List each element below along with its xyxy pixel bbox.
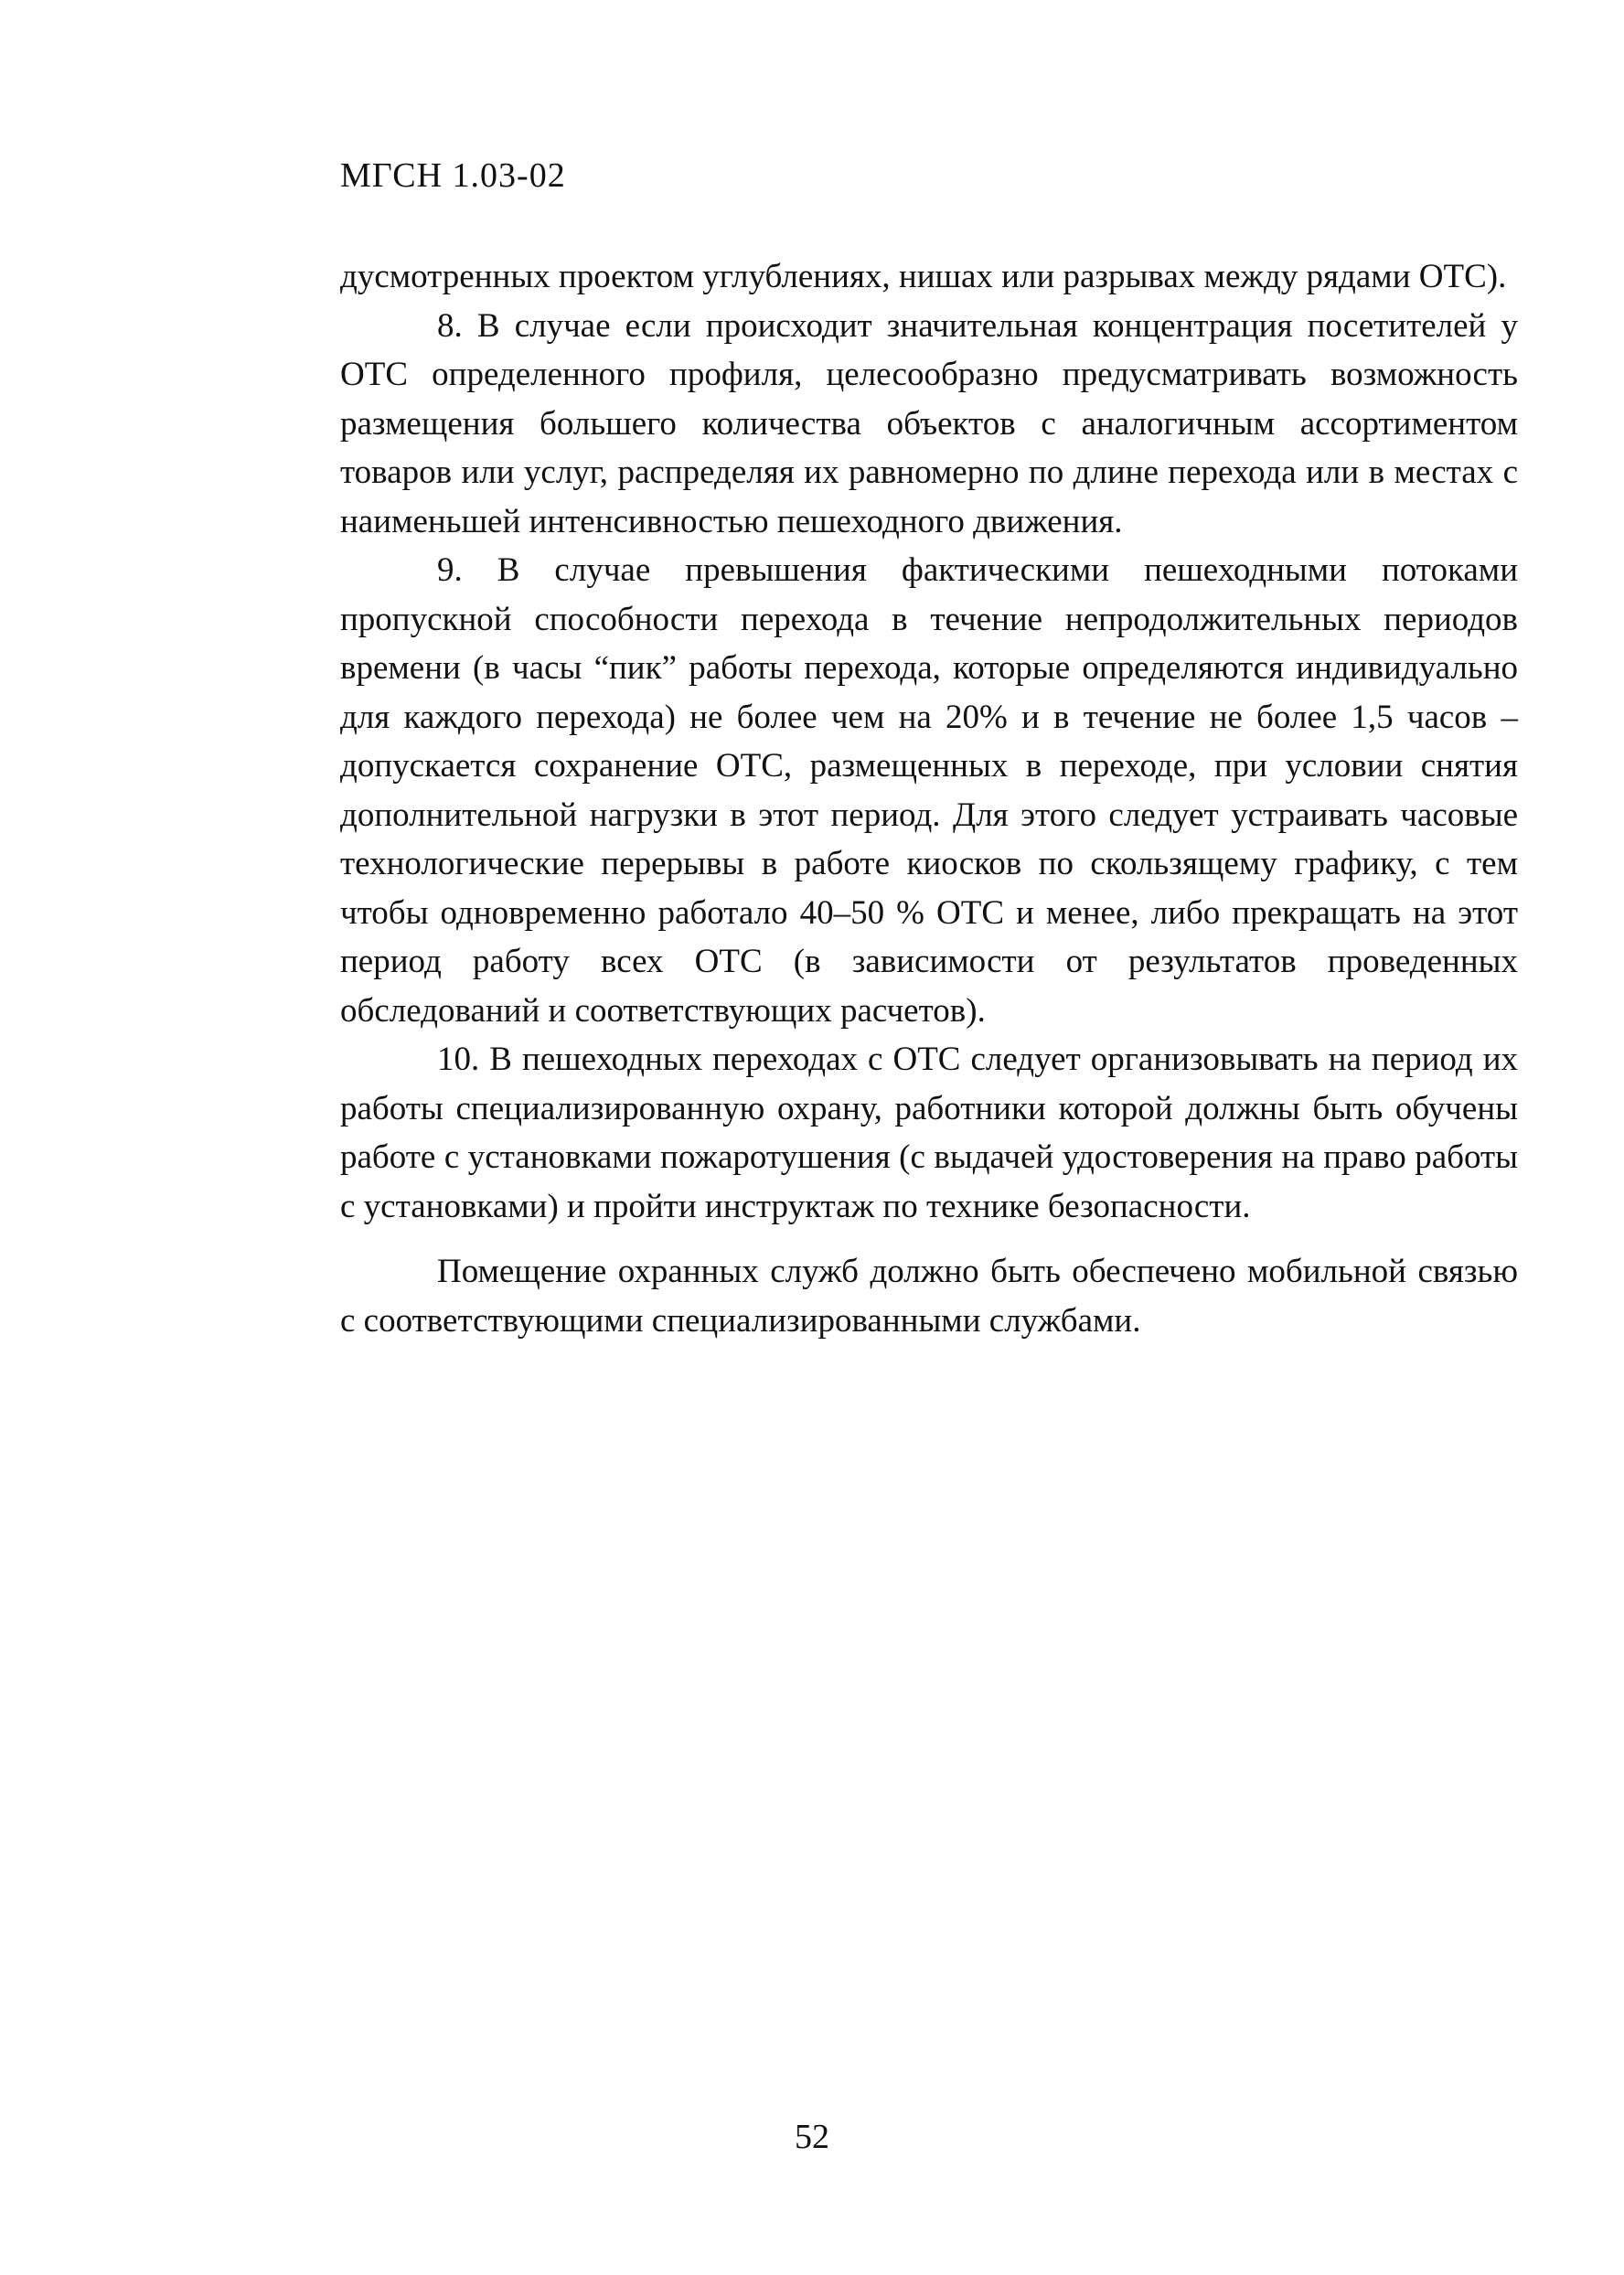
paragraph-security-premises: Помещение охранных служб должно быть обеспечено мобильной связью с соответствующими специализированными службами.: [340, 1253, 1518, 1340]
paragraph-item-8: 8. В случае если происходит значительная концентрация посетителей у ОТС определенного профиля, целесообразно предусматривать возможность размещения большего количества объектов с аналогичным ассортиментом товаров или услуг, распределяя их равномерно по длине перехода или в местах с наименьшей интенсивностью пешеходного движения.: [340, 306, 1518, 540]
document-code-header: МГСН 1.03-02: [340, 156, 566, 195]
page-number: 52: [795, 2118, 829, 2156]
paragraph-continuation: дусмотренных проектом углублениях, нишах или разрывах между рядами ОТС).: [340, 258, 1507, 295]
document-body: [340, 252, 1518, 1345]
paragraph-item-10: 10. В пешеходных переходах с ОТС следует организовывать на период их работы специализированную охрану, работники которой должны быть обучены работе с установками пожаротушения (с выдачей удостоверения на право работы с установками) и пройти инструктаж по технике безопасности.: [340, 1041, 1518, 1225]
paragraph-item-9: 9. В случае превышения фактическими пешеходными потоками пропускной способности перехода в течение непродолжительных периодов времени (в часы “пик” работы перехода, которые определяются индивидуально для каждого перехода) не более чем на 20% и в течение не более 1,5 часов – допускается сохранение ОТС, размещенных в переходе, при условии снятия дополнительной нагрузки в этот период. Для этого следует устраивать часовые технологические перерывы в работе киосков по скользящему графику, с тем чтобы одновременно работало 40–50 % ОТС и менее, либо прекращать на этот период работу всех ОТС (в зависимости от результатов проведенных обследований и соответствующих расчетов).: [340, 551, 1518, 1030]
